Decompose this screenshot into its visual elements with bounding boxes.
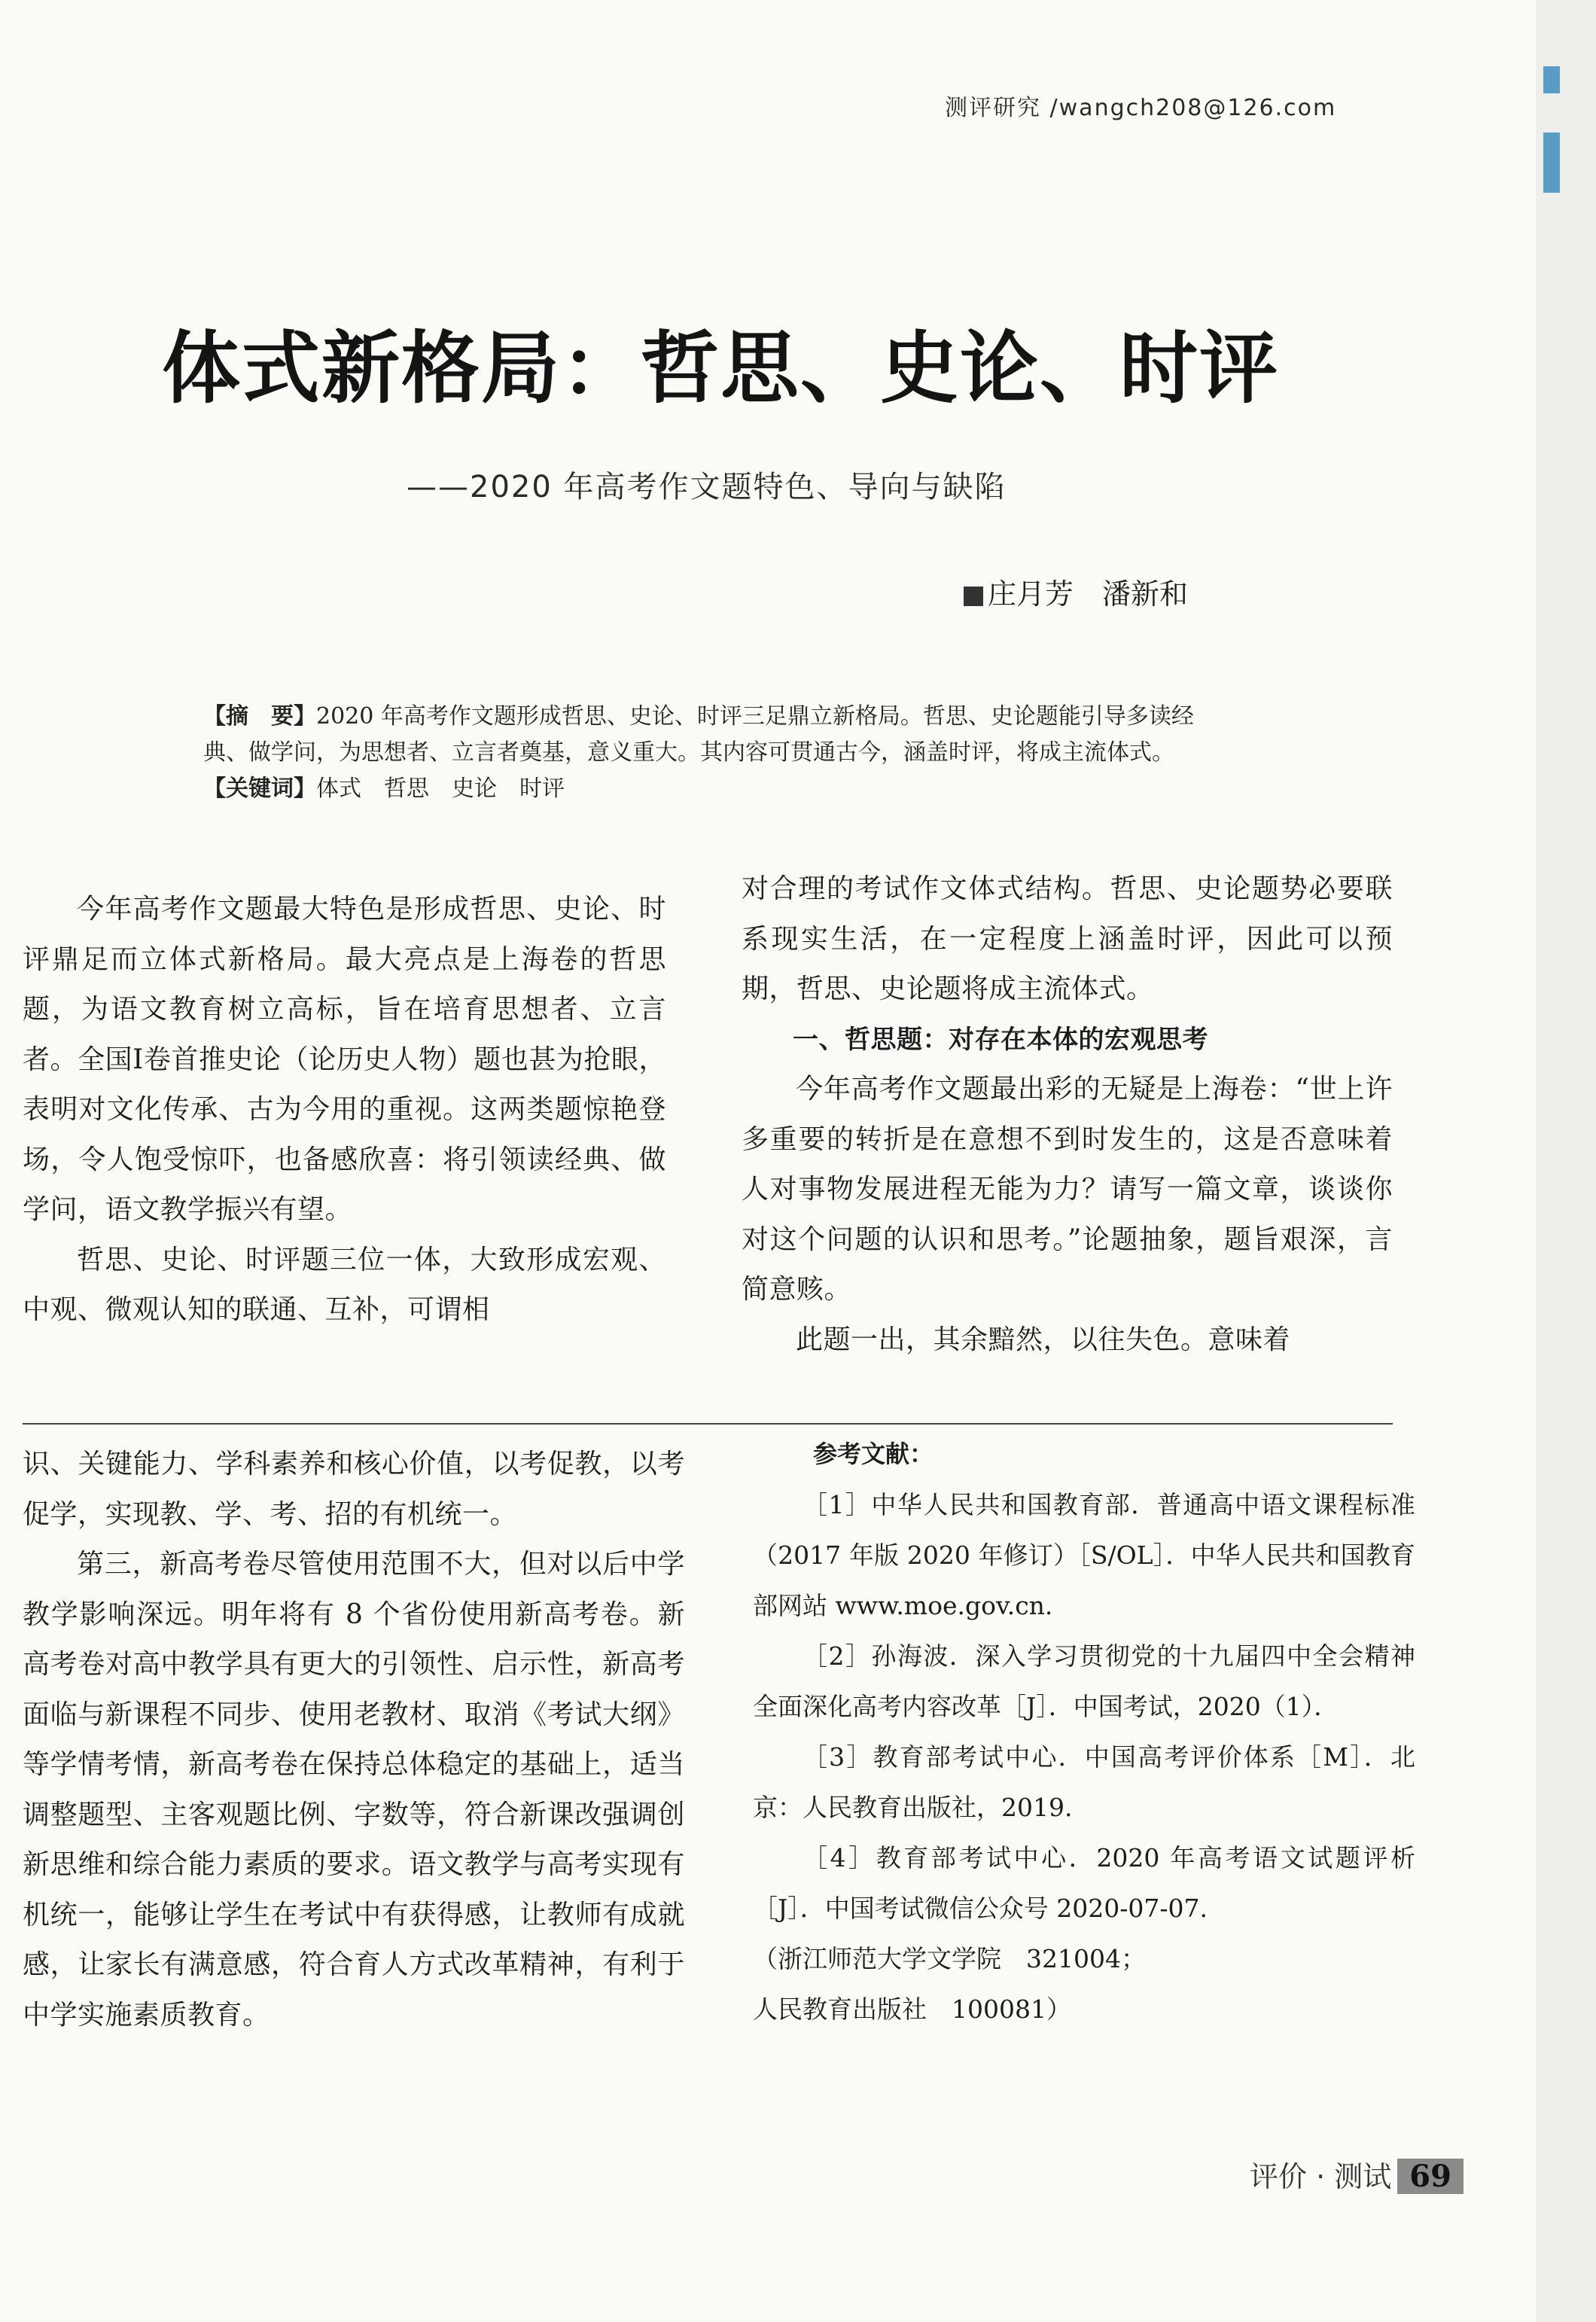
reference-item: ［4］教育部考试中心．2020 年高考语文试题评析［J］．中国考试微信公众号 2020-07-07. [753, 1843, 1415, 1923]
keywords [203, 771, 1205, 807]
page-number: 69 [1397, 2159, 1464, 2194]
paragraph: 识、关键能力、学科素养和核心价值，以考促教，以考促学，实现教、学、考、招的有机统一。 [23, 1449, 685, 1530]
authors [964, 571, 1340, 612]
abstract-text: 2020 年高考作文题形成哲思、史论、时评三足鼎立新格局。哲思、史论题能引导多读经典、做学问，为思想者、立言者奠基，意义重大。其内容可贯通古今，涵盖时评，将成主流体式。 [203, 703, 1194, 766]
reference-item: ［2］孙海波．深入学习贯彻党的十九届四中全会精神 全面深化高考内容改革［J］．中国考试，2020（1）． [753, 1641, 1440, 1721]
reference-item: ［3］教育部考试中心．中国高考评价体系［M］．北京：人民教育出版社，2019. [753, 1742, 1415, 1822]
abstract-label: 【摘 要】 [203, 703, 316, 730]
author-mark-icon [964, 587, 983, 606]
abstract [203, 699, 1205, 771]
page-footer [1250, 2153, 1551, 2195]
edge-bar-1 [1543, 66, 1560, 93]
article-subtitle: ——2020 年高考作文题特色、导向与缺陷 [407, 470, 1007, 504]
paragraph: 今年高考作文题最出彩的无疑是上海卷：“世上许多重要的转折是在意想不到时发生的，这是否意味着人对事物发展进程无能为力？请写一篇文章，谈谈你对这个问题的认识和思考。”论题抽象，题旨艰深，言简意赅。 [742, 1074, 1393, 1305]
article-title: 体式新格局：哲思、史论、时评 [162, 322, 1280, 414]
references [753, 1429, 1440, 2034]
running-header: 测评研究 /wangch208@126.com [945, 95, 1337, 121]
paragraph: 对合理的考试作文体式结构。哲思、史论题势必要联系现实生活，在一定程度上涵盖时评，因此可以预期，哲思、史论题将成主流体式。 [742, 873, 1393, 1004]
affiliation-line: （浙江师范大学文学院 321004； [753, 1944, 1146, 1973]
keywords-label: 【关键词】 [203, 776, 316, 802]
paragraph: 今年高考作文题最大特色是形成哲思、史论、时评鼎足而立体式新格局。最大亮点是上海卷的哲思题，为语文教育树立高标，旨在培育思想者、立言者。全国Ⅰ卷首推史论（论历史人物）题也甚为抢眼，表明对文化传承、古为今用的重视。这两类题惊艳登场，令人饱受惊吓，也备感欣喜：将引领读经典、做学问，语文教学振兴有望。 [23, 894, 666, 1225]
affiliation-line: 人民教育出版社 100081） [753, 1994, 1071, 2024]
page-edge [1536, 0, 1596, 2322]
abstract-block [203, 699, 1205, 807]
footer-label: 评价 · 测试 [1250, 2160, 1392, 2193]
edge-bar-2 [1543, 133, 1560, 193]
paragraph: 第三，新高考卷尽管使用范围不大，但对以后中学教学影响深远。明年将有 8 个省份使用新高考卷。新高考卷对高中教学具有更大的引领性、启示性，新高考面临与新课程不同步、使用老教材、取消《考试大纲》等学情考情，新高考卷在保持总体稳定的基础上，适当调整题型、主客观题比例、字数等，符合新课改强调创新思维和综合能力素质的要求。语文教学与高考实现有机统一，能够让学生在考试中有获得感，让教师有成就感，让家长有满意感，符合育人方式改革精神，有利于中学实施素质教育。 [23, 1549, 685, 2031]
paragraph: 此题一出，其余黯然，以往失色。意味着 [796, 1324, 1291, 1355]
section-heading: 一、哲思题：对存在本体的宏观思考 [793, 1024, 1208, 1055]
keywords-text: 体式 哲思 史论 时评 [316, 776, 565, 802]
references-title: 参考文献： [813, 1440, 934, 1468]
section-divider [23, 1423, 1393, 1425]
paragraph: 哲思、史论、时评题三位一体，大致形成宏观、中观、微观认知的联通、互补，可谓相 [23, 1244, 666, 1325]
column-left-top [23, 885, 666, 1336]
author-names: 庄月芳 潘新和 [988, 577, 1189, 611]
reference-item: ［1］中华人民共和国教育部．普通高中语文课程标准（2017 年版 2020 年修订）［S/OL］．中华人民共和国教育部网站 www.moe.gov.cn. [753, 1490, 1415, 1620]
column-right-top [742, 864, 1393, 1365]
column-left-bottom [23, 1440, 685, 2040]
